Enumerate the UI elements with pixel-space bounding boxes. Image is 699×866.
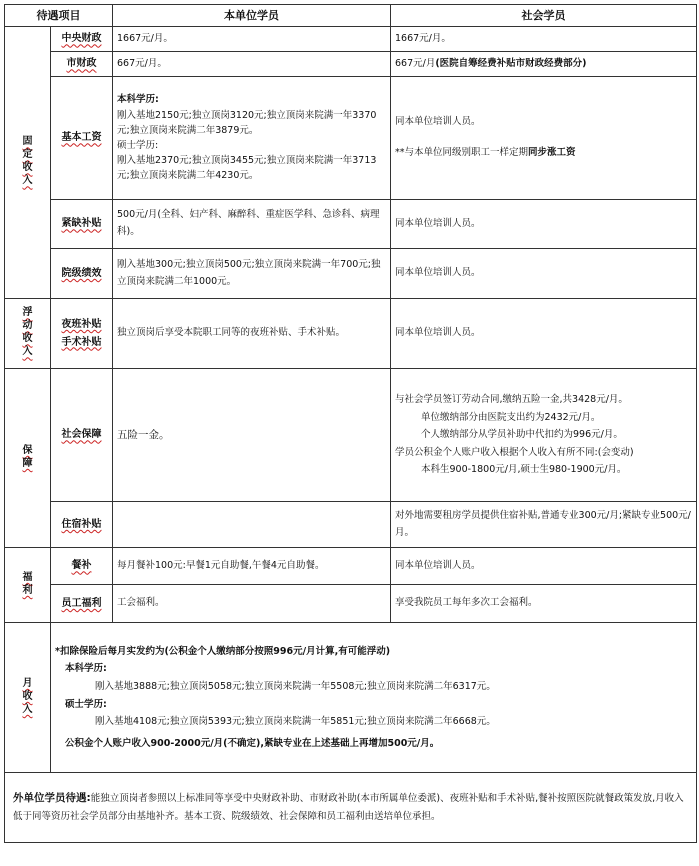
item-shortage-subsidy: 紧缺补贴 [51, 200, 113, 249]
city-social: 667元/月(医院自筹经费补贴市财政经费部分) [391, 52, 697, 77]
own-ms-heading: 硕士学历: [117, 140, 159, 151]
item-staff-welfare: 员工福利 [51, 585, 113, 623]
fund-range: 本科生900-1800元/月,硕士生980-1900元/月。 [421, 464, 627, 476]
fund-variance: 学员公积金个人账户收入根据个人收入有所不同:(会变动) [395, 446, 634, 458]
item-hospital-performance: 院级绩效 [51, 249, 113, 299]
external-trainee-label: 外单位学员待遇: [13, 791, 91, 804]
night-own: 独立顶岗后享受本院职工同等的夜班补贴、手术补贴。 [113, 299, 391, 369]
external-trainee-note [5, 773, 697, 843]
social-sec-social [391, 369, 697, 502]
item-central-finance: 中央财政 [51, 27, 113, 52]
shortage-own: 500元/月(全科、妇产科、麻醉科、重症医学科、急诊科、病理科)。 [113, 200, 391, 249]
basic-own [113, 77, 391, 200]
category-fixed-income: 固定收入 [5, 27, 51, 299]
own-ms-salary: 刚入基地2370元;独立顶岗3455元;独立顶岗来院满一年3713元;独立顶岗来院满二年4230元。 [117, 155, 377, 182]
item-night-surgery: 夜班补贴 手术补贴 [51, 299, 113, 369]
housing-social: 对外地需要租房学员提供住宿补贴,普通专业300元/月;紧缺专业500元/月。 [391, 502, 697, 548]
item-meal-allowance: 餐补 [51, 548, 113, 585]
staff-welfare-social: 享受我院员工每年多次工会福利。 [391, 585, 697, 623]
fund-account-note: 公积金个人账户收入900-2000元/月(不确定),紧缺专业在上述基础上再增加500元/月。 [65, 737, 440, 749]
own-ug-salary: 刚入基地2150元;独立顶岗3120元;独立顶岗来院满一年3370元;独立顶岗来院满二年3879元。 [117, 109, 377, 136]
benefits-table [4, 4, 697, 843]
social-sec-own: 五险一金。 [113, 369, 391, 502]
meal-social: 同本单位培训人员。 [391, 548, 697, 585]
monthly-ms-heading: 硕士学历: [65, 698, 107, 710]
category-security: 保障 [5, 369, 51, 548]
contract-line: 与社会学员签订劳动合同,缴纳五险一金,共3428元/月。 [395, 394, 628, 406]
header-social: 社会学员 [391, 5, 697, 27]
shortage-social: 同本单位培训人员。 [391, 200, 697, 249]
monthly-ug-line: 刚入基地3888元;独立顶岗5058元;独立顶岗来院满一年5508元;独立顶岗来院满二年6317元。 [95, 680, 496, 692]
item-social-security: 社会保障 [51, 369, 113, 502]
own-ug-heading: 本科学历: [117, 94, 159, 106]
personal-part: 个人缴纳部分从学员补助中代扣约为996元/月。 [421, 429, 623, 441]
item-housing-subsidy: 住宿补贴 [51, 502, 113, 548]
monthly-income-detail [51, 623, 697, 773]
night-social: 同本单位培训人员。 [391, 299, 697, 369]
central-own: 1667元/月。 [113, 27, 391, 52]
monthly-ug-heading: 本科学历: [65, 663, 107, 675]
category-welfare: 福利 [5, 548, 51, 623]
item-city-finance: 市财政 [51, 52, 113, 77]
basic-social-raise: **与本单位同级别职工一样定期同步涨工资 [395, 147, 576, 158]
external-trainee-text: 能独立顶岗者参照以上标准同等享受中央财政补助、市财政补助(本市所属单位委派)、夜班补贴和手术补贴,餐补按照医院就餐政策发放,月收入低于同等资历社会学员部分由基地补齐。基本工资、院级绩效、社会保障和员工福利由送培单位承担。 [13, 792, 684, 823]
item-basic-salary: 基本工资 [51, 77, 113, 200]
perf-social: 同本单位培训人员。 [391, 249, 697, 299]
basic-social-same: 同本单位培训人员。 [395, 116, 481, 128]
header-own: 本单位学员 [113, 5, 391, 27]
header-item: 待遇项目 [5, 5, 113, 27]
monthly-ms-line: 刚入基地4108元;独立顶岗5393元;独立顶岗来院满一年5851元;独立顶岗来院满二年6668元。 [95, 716, 496, 728]
staff-welfare-own: 工会福利。 [113, 585, 391, 623]
meal-own: 每月餐补100元:早餐1元自助餐,午餐4元自助餐。 [113, 548, 391, 585]
city-own: 667元/月。 [113, 52, 391, 77]
net-pay-note: *扣除保险后每月实发约为(公积金个人缴纳部分按照996元/月计算,有可能浮动) [55, 645, 391, 657]
perf-own: 刚入基地300元;独立顶岗500元;独立顶岗来院满一年700元;独立顶岗来院满二年1000元。 [113, 249, 391, 299]
central-social: 1667元/月。 [391, 27, 697, 52]
basic-social [391, 77, 697, 200]
housing-own [113, 502, 391, 548]
category-floating-income: 浮动收入 [5, 299, 51, 369]
category-monthly-income: 月收入 [5, 623, 51, 773]
employer-part: 单位缴纳部分由医院支出约为2432元/月。 [421, 411, 601, 423]
